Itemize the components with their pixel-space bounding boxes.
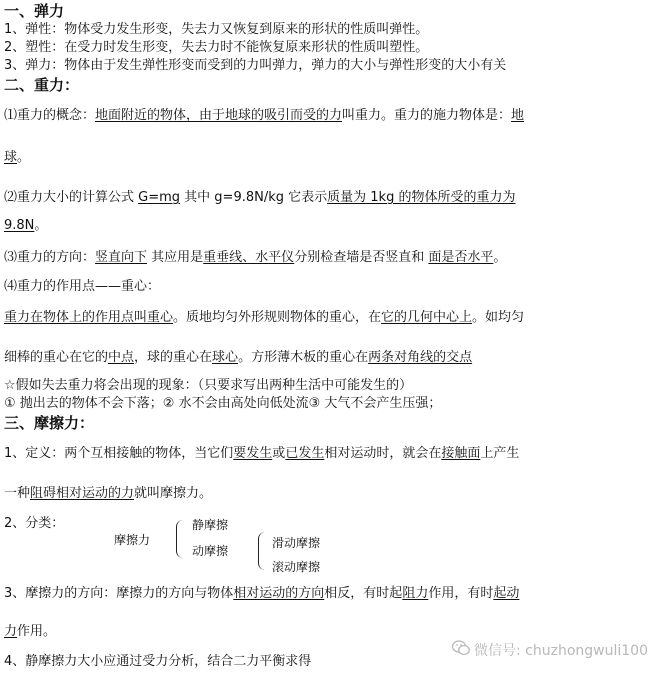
plasticity-definition: 2、塑性：在受力时发生形变，失去力时不能恢复原来形状的性质叫塑性。: [4, 40, 429, 55]
text: 叫重力。重力的施力物体是：: [342, 108, 512, 123]
gravity-concept-line1: [4, 108, 593, 124]
text: 其应用是: [147, 250, 204, 265]
text: 上产生: [480, 446, 520, 461]
friction-definition-line2: [4, 486, 593, 502]
level-answer: 面是否水平: [428, 250, 494, 265]
gravity-source-answer-part1: 地: [511, 108, 525, 123]
text: 一种: [4, 486, 31, 501]
text: 。质地均匀外形规则物体的重心，在: [173, 310, 382, 325]
cog-definition-answer: 重力在物体上的作用点叫重心: [4, 310, 174, 325]
no-gravity-question: ☆假如失去重力将会出现的现象：（只要求写出两种生活中可能发生的）: [4, 378, 413, 393]
text: 1、定义：两个互相接触的物体，当它们: [4, 446, 234, 461]
text: 分别检查墙是否竖直和: [294, 250, 429, 265]
tree-static-friction: 静摩擦: [192, 518, 229, 532]
center-of-gravity-line2: [4, 350, 593, 366]
brace-right: [258, 532, 271, 570]
diagonal-intersection-answer: 两条对角线的交点: [368, 350, 473, 365]
g-meaning-answer-cont: 9.8N: [4, 218, 35, 233]
elasticity-definition: 1、弹性：物体受力发生形变，失去力又恢复到原来的形状的性质叫弹性。: [4, 22, 429, 37]
friction-direction-line1: [4, 586, 593, 602]
text: 作用，有时: [428, 586, 494, 601]
text: 。: [17, 150, 31, 165]
hinder-motion-answer: 阻碍相对运动的力: [30, 486, 135, 501]
section-3-heading: 三、摩擦力：: [4, 414, 95, 432]
text: 相反，有时起: [324, 586, 403, 601]
gravity-source-answer-part2: 球: [4, 150, 18, 165]
text: 。: [493, 250, 507, 265]
watermark-text: 微信号: chuzhongwuli100: [474, 643, 648, 659]
text: 。方形薄木板的重心在: [238, 350, 369, 365]
tree-kinetic-friction: 动摩擦: [192, 544, 229, 558]
geometric-center-answer: 它的几何中心上: [381, 310, 473, 325]
text: 。如均匀: [472, 310, 525, 325]
wechat-icon: [452, 640, 470, 656]
resistance-answer: 阻力: [402, 586, 429, 601]
gravity-formula-line2: [4, 218, 593, 234]
gravity-concept-line2: [4, 150, 593, 166]
gravity-formula-line1: [4, 190, 593, 206]
application-answer: 重垂线、水平仪: [203, 250, 295, 265]
center-of-gravity-line1: [4, 310, 593, 326]
text: 其中 g=9.8N/kg 它表示: [180, 190, 328, 205]
gravity-direction: [4, 250, 593, 266]
text: 或: [272, 446, 286, 461]
about-to-answer: 要发生: [233, 446, 273, 461]
text: ⑶重力的方向：: [4, 250, 96, 265]
already-answer: 已发生: [285, 446, 325, 461]
tree-sliding-friction: 滑动摩擦: [272, 536, 321, 550]
section-1-heading: 一、弹力: [4, 2, 65, 20]
text: 3、摩擦力的方向：摩擦力的方向与物体: [4, 586, 234, 601]
motive-answer-part1: 起动: [493, 586, 520, 601]
text: 。: [34, 218, 48, 233]
text: 就叫摩擦力。: [134, 486, 213, 501]
text: ，球的重心在: [134, 350, 213, 365]
classification-label: 2、分类：: [4, 516, 65, 531]
contact-surface-answer: 接触面: [441, 446, 481, 461]
text: 细棒的重心在它的: [4, 350, 109, 365]
g-meaning-answer: 质量为 1kg 的物体所受的重力为: [327, 190, 516, 205]
section-2-heading: 二、重力：: [4, 76, 80, 94]
friction-direction-line2: [4, 624, 593, 640]
center-of-gravity-heading: ⑷重力的作用点——重心：: [4, 279, 161, 294]
friction-definition-line1: [4, 446, 593, 462]
direction-answer: 竖直向下: [95, 250, 148, 265]
tree-root-friction: 摩擦力: [114, 533, 151, 547]
text: ⑴重力的概念：: [4, 108, 96, 123]
formula-answer: G=mg: [138, 190, 181, 205]
motive-answer-part2: 力: [4, 624, 18, 639]
sphere-center-answer: 球心: [212, 350, 239, 365]
no-gravity-answers: ① 抛出去的物体不会下落；② 水不会由高处向低处流③ 大气不会产生压强；: [4, 396, 442, 411]
relative-motion-answer: 相对运动的方向: [233, 586, 325, 601]
gravity-concept-answer: 地面附近的物体，由于地球的吸引而受的力: [95, 108, 343, 123]
tree-rolling-friction: 滚动摩擦: [272, 560, 321, 574]
text: 作用。: [17, 624, 57, 639]
text: 相对运动时，就会在: [324, 446, 442, 461]
static-friction-magnitude: 4、静摩擦力大小应通过受力分析，结合二力平衡求得: [4, 654, 312, 669]
midpoint-answer: 中点: [108, 350, 135, 365]
text: ⑵重力大小的计算公式: [4, 190, 139, 205]
brace-left: [176, 520, 189, 558]
elastic-force-definition: 3、弹力：物体由于发生弹性形变而受到的力叫弹力，弹力的大小与弹性形变的大小有关: [4, 58, 507, 73]
